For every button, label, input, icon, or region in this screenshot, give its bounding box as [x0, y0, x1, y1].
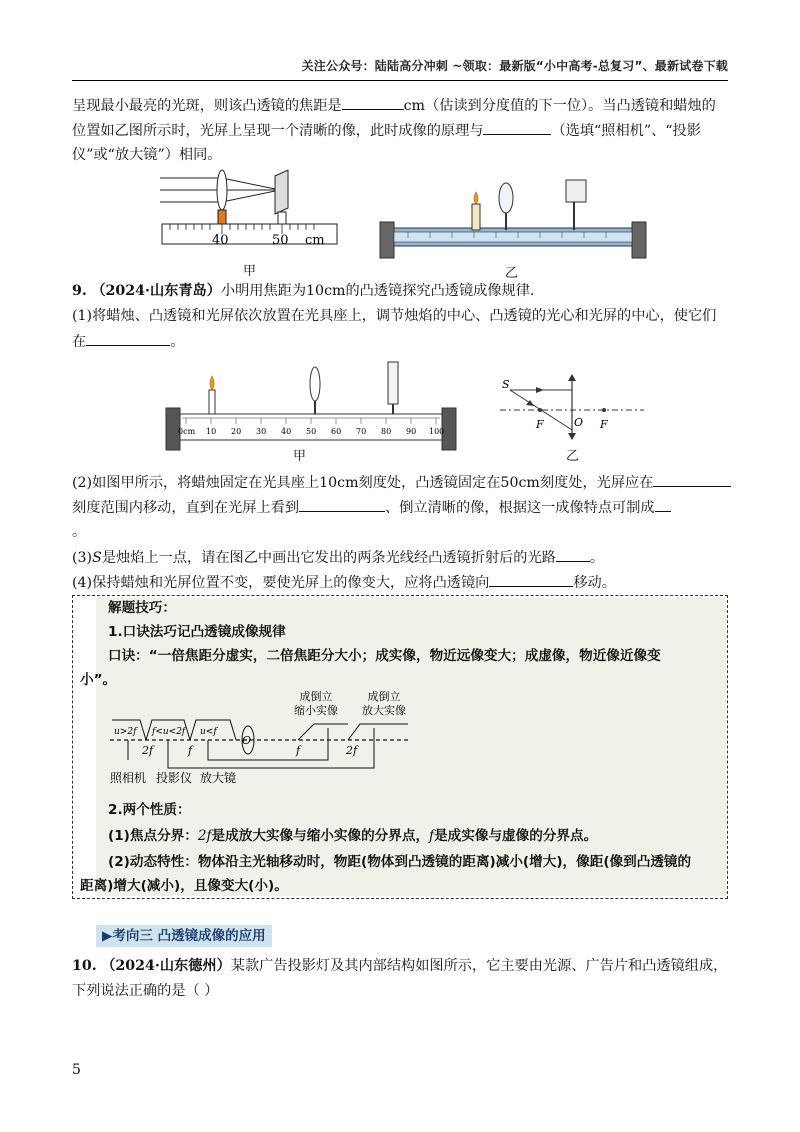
- answer-blank-lens-direction[interactable]: [489, 571, 573, 587]
- answer-blank-focal-length[interactable]: [342, 94, 404, 110]
- q9-stem: [72, 280, 534, 302]
- lens-holder: [218, 210, 226, 224]
- bench-tick-30: 30: [256, 427, 267, 436]
- answer-blank-device[interactable]: [655, 496, 671, 512]
- q9-p1-line-1: (1)将蜡烛、凸透镜和光屏依次放置在光具座上，调节烛焰的中心、凸透镜的光心和光屏的中心，使它们: [72, 308, 717, 324]
- arrow-projector-link: [168, 728, 374, 768]
- candle-icon: [209, 390, 215, 414]
- label-magnifier: 放大镜: [200, 771, 237, 785]
- point-s-label: S: [502, 378, 510, 391]
- bench-tick-50: 50: [306, 427, 317, 436]
- bench-tick-100: 100: [429, 427, 445, 436]
- section-heading: ▶考向三 凸透镜成像的应用: [96, 925, 272, 947]
- q9-fig-yi-caption: 乙: [566, 449, 580, 464]
- q9-p2-line-2: [72, 496, 671, 519]
- bench-tick-70: 70: [356, 427, 367, 436]
- mark-f-right: f: [296, 744, 301, 757]
- tips-title: 解题技巧：: [108, 600, 176, 616]
- tips-property-1b: 是成放大实像与缩小实像的分界点，: [211, 828, 430, 844]
- mark-2f-left: 2f: [142, 744, 154, 757]
- bench-right-stand: [632, 222, 646, 258]
- bench-tick-80: 80: [381, 427, 392, 436]
- box-f-u-2f: f<u<2f: [152, 727, 186, 737]
- q9-p4b: 移动。: [573, 575, 616, 591]
- q8-fig-yi-caption: 乙: [505, 266, 519, 281]
- convex-lens-icon: [217, 170, 227, 210]
- q10-number: 10.: [72, 958, 97, 974]
- q8-fig-jia-caption: 甲: [243, 264, 257, 279]
- q9-source: （2024·山东青岛）: [91, 283, 221, 299]
- page-number: 5: [72, 1062, 81, 1078]
- arrow-magnifier-link: [208, 728, 328, 760]
- q9-p3b: 是烛焰上一点，请在图乙中画出它发出的两条光线经凸透镜折射后的光路: [101, 550, 556, 566]
- optical-center-label: O: [574, 416, 584, 429]
- label-enlarged-real-image-2: 放大实像: [362, 704, 406, 717]
- q10-stem-line-2: 下列说法正确的是（ ）: [72, 983, 219, 999]
- q10-stem-line-1: [72, 955, 727, 977]
- tips-mnemonic-line-1: 口诀：“一倍焦距分虚实，二倍焦距分大小；成实像，物近远像变大；成虚像，物近像近像变: [108, 648, 661, 664]
- ruler-unit: cm: [305, 233, 325, 248]
- focus-point-right: [602, 408, 606, 412]
- q10-stem-text-1: 某款广告投影灯及其内部结构如图所示，它主要由光源、广告片和凸透镜组成，: [230, 958, 728, 974]
- focus-point-left: [538, 408, 542, 412]
- bench-tick-40: 40: [281, 427, 292, 436]
- q9-p4a: (4)保持蜡烛和光屏位置不变，要使光屏上的像变大，应将凸透镜向: [72, 575, 490, 591]
- screen-icon: [566, 180, 586, 202]
- tips-property-1c: 是成实像与虚像的分界点。: [434, 828, 598, 844]
- q9-p3a: (3): [72, 550, 93, 566]
- q9-p3-point-s: S: [92, 550, 102, 566]
- answer-blank-image-size[interactable]: [299, 496, 385, 512]
- focus-left-label: F: [536, 418, 544, 431]
- q9-figure-optical-bench: [160, 360, 460, 460]
- region-enlarged-image: [348, 724, 408, 740]
- q9-p2-line-1: [72, 471, 731, 494]
- bench-tick-20: 20: [231, 427, 242, 436]
- screen-holder: [278, 212, 286, 224]
- imaging-rules-diagram: [108, 688, 418, 790]
- answer-blank-screen-range[interactable]: [653, 471, 731, 487]
- mark-f-left: f: [188, 744, 193, 757]
- bench-tick-60: 60: [331, 427, 342, 436]
- q8-line-1b: cm（估读到分度值的下一位）。当凸透镜和蜡烛的: [403, 98, 716, 114]
- q8-figure-focal-setup: [160, 168, 340, 258]
- label-reduced-real-image-2: 缩小实像: [294, 704, 338, 717]
- q9-p1-line-2b: 。: [170, 334, 185, 350]
- q9-p3c: 。: [589, 550, 605, 566]
- label-projector: 投影仪: [156, 771, 193, 785]
- answer-blank-ray-diagram[interactable]: [556, 546, 590, 562]
- flame-icon: [210, 376, 214, 390]
- q8-line-2b: （选填“照相机”、“投影: [551, 123, 701, 139]
- q9-p2-line-3: 。: [72, 524, 87, 540]
- q8-line-1: [72, 94, 716, 117]
- q9-p2-line-2b: 、倒立清晰的像，根据这一成像特点可制成: [385, 500, 655, 516]
- bench-tick-10: 10: [206, 427, 217, 436]
- region-reduced-image: [298, 724, 348, 740]
- screen-icon: [388, 362, 398, 404]
- q9-p2-line-2a: 刻度范围内移动，直到在光屏上看到: [72, 500, 300, 516]
- tips-property-1a: (1)焦点分界：: [108, 828, 198, 844]
- q10-source: （2024·山东德州）: [101, 958, 231, 974]
- lens-icon: [310, 367, 320, 401]
- flame-icon: [474, 192, 478, 204]
- q9-p1-line-2: [72, 330, 184, 353]
- focus-right-label: F: [600, 418, 608, 431]
- bench-tick-0: 0cm: [178, 427, 196, 436]
- ruler-label-50: 50: [272, 233, 289, 248]
- q9-p2-line-1a: (2)如图甲所示，将蜡烛固定在光具座上10cm刻度处，凸透镜固定在50cm刻度处，光屏应在: [72, 475, 654, 491]
- bench-tick-90: 90: [406, 427, 417, 436]
- tips-property-2-line-2: 距离)增大(减小)，且像变大(小)。: [80, 878, 288, 894]
- label-camera: 照相机: [110, 771, 147, 785]
- label-enlarged-real-image-1: 成倒立: [367, 690, 401, 703]
- tips-property-1-f: f: [429, 828, 435, 844]
- candle-icon: [472, 204, 480, 230]
- lens-icon: [499, 183, 513, 213]
- lens-arrow-bottom: [568, 433, 576, 440]
- tips-property-1: [108, 825, 597, 847]
- box-u-gt-2f: u>2f: [114, 727, 137, 737]
- tips-heading-1: 1.口诀法巧记凸透镜成像规律: [108, 624, 286, 640]
- q9-fig-jia-caption: 甲: [293, 449, 307, 464]
- q9-figure-ray-diagram: [498, 372, 648, 442]
- tips-mnemonic-line-2: 小”。: [80, 672, 117, 688]
- q9-p1-line-2a: 在: [72, 334, 87, 350]
- answer-blank-principle[interactable]: [483, 119, 551, 135]
- page-header: 关注公众号：陆陆高分冲刺 ~领取：最新版“小中高考-总复习”、最新试卷下载: [301, 59, 728, 73]
- q8-line-3: 仪”或“放大镜”）相同。: [72, 147, 222, 163]
- q9-p4: [72, 571, 616, 594]
- header-rule: [72, 80, 728, 81]
- box-u-lt-f: u<f: [200, 727, 217, 737]
- q8-line-1a: 呈现最小最亮的光斑，则该凸透镜的焦距是: [72, 98, 342, 114]
- q8-line-2: [72, 119, 701, 142]
- mark-2f-right: 2f: [346, 744, 358, 757]
- mark-optical-center: O: [242, 734, 252, 747]
- q9-stem-text: 小明用焦距为10cm的凸透镜探究凸透镜成像规律.: [220, 283, 535, 299]
- ruler-label-40: 40: [212, 233, 229, 248]
- answer-blank-same-height[interactable]: [86, 330, 170, 346]
- q9-p3: [72, 546, 604, 569]
- label-reduced-real-image-1: 成倒立: [299, 690, 333, 703]
- lens-arrow-top: [568, 374, 576, 381]
- tips-heading-2: 2.两个性质：: [108, 802, 191, 818]
- bench-left-stand: [380, 222, 394, 258]
- q8-line-2a: 位置如乙图所示时，光屏上呈现一个清晰的像，此时成像的原理与: [72, 123, 484, 139]
- light-screen-icon: [275, 170, 288, 214]
- q9-number: 9.: [72, 283, 87, 299]
- q8-figure-optical-bench: [378, 168, 648, 268]
- tips-property-1-2f: 2f: [197, 828, 212, 844]
- tips-property-2-line-1: (2)动态特性：物体沿主光轴移动时，物距(物体到凸透镜的距离)减小(增大)，像距(像到凸透镜的: [108, 854, 692, 870]
